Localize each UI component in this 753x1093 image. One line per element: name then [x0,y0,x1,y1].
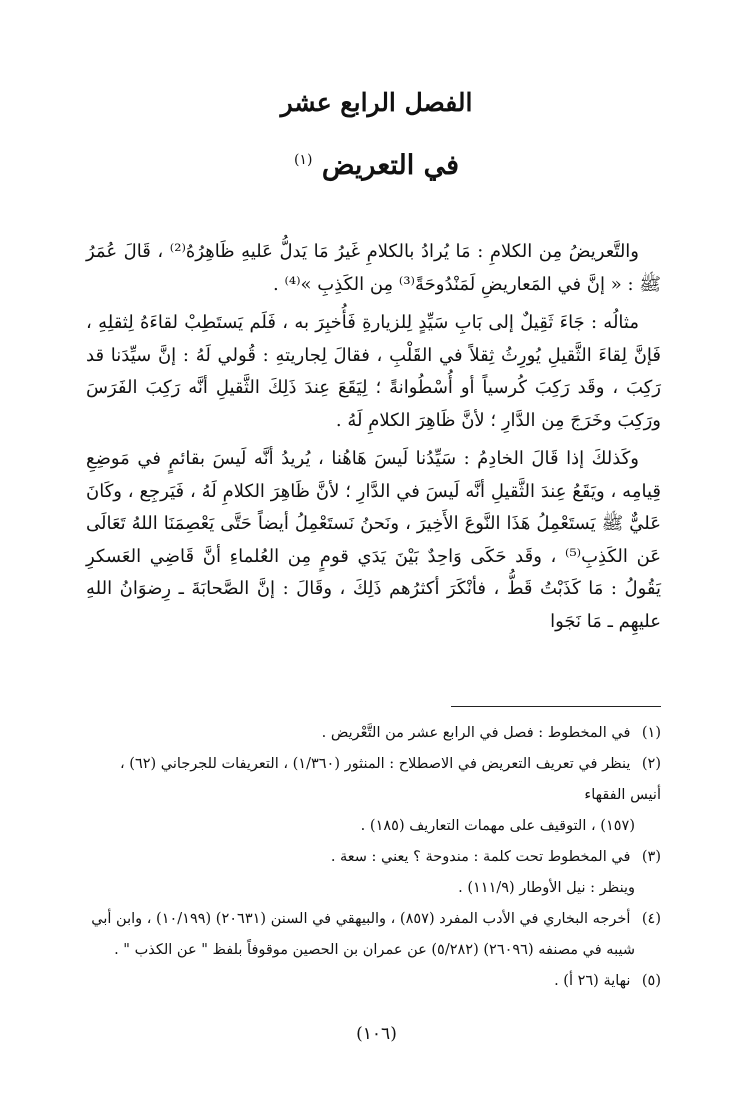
footnote-text: نهاية (٢٦ أ) . [554,973,631,989]
footnote [86,904,661,966]
footnote-continuation: شيبه في مصنفه (٢٦٠٩٦) (٥/٢٨٢) عن عمران بن الحصين موقوفاً بلفظ " عن الكذب " . [114,942,635,958]
main-text [86,236,661,644]
paragraph: مثالُه : جَاءَ ثَقِيلٌ إلى بَابِ سَيِّدٍ لِلزيارةِ فَأُخبِرَ به ، فَلَم يَستَطِبْ لقاءَهُ لِثقلِهِ ، فَإنَّ لِقاءَ الثَّقيلِ يُورِثُ ثِقلاً في القَلْبِ ، فقالَ لِجاريتهِ : قُولي لَهُ : إنَّ سيِّدَنا قد رَكِبَ ، وقَد رَكِبَ كُرسياً أو أُسْطُوانةً ؛ لِيَقَعَ عِندَ ذَلِكَ الثَّقيلِ أنَّه رَكِبَ الفَرَسَ ورَكِبَ وخَرَجَ مِن الدَّارِ ؛ لأنَّ ظَاهِرَ الكلامِ لَهُ . [86,312,661,431]
subtitle-footnote-marker: (١) [293,152,313,168]
footnote-number: (٣) [641,849,661,865]
footnote-text: ينظر في تعريف التعريض في الاصطلاح : المنثور (١/٣٦٠) ، التعريفات للجرجاني (٦٢) ، أنيس الفقهاء [119,756,661,803]
footnote-separator [451,706,661,707]
footnote-text: في المخطوط تحت كلمة : مندوحة ؟ يعني : سعة . [330,849,631,865]
footnote-number: (١) [641,725,661,741]
footnote-text: في المخطوط : فصل في الرابع عشر من التَّعْريض . [321,725,631,741]
chapter-subtitle [0,150,753,181]
page-number: (١٠٦) [356,1024,397,1044]
footnote-text: أخرجه البخاري في الأدب المفرد (٨٥٧) ، والبيهقي في السنن (٢٠٦٣١) (١٠/١٩٩) ، وابن أبي [91,911,631,927]
paragraph: وكَذلكَ إذا قَالَ الخادِمُ : سَيِّدُنا لَيسَ هَاهُنا ، يُريدُ أنَّه لَيسَ بقائمٍ في مَوضِعِ قِيامِه ، ويَقَعُ عِندَ الثَّقيلِ أنَّه لَيسَ في الدَّارِ ؛ لأنَّ ظَاهِرَ الكلامِ لَهُ ، فَيَرجِع ، وكَانَ عَليٌّ ﷺ يَستَعْمِلُ هَذَا النَّوعَ الأَخِيرَ ، ونَحنُ نَستَعْمِلُ أيضاً حَتَّى يَعْصِمَنَا اللهُ تَعَالَى عَن الكَذِبِ⁽⁵⁾ ، وقَد حَكَى وَاحِدٌ بَيْنَ يَدَي قومٍ مِن العُلماءِ أنَّ قَاضِي العَسكرِ يَقُولُ : مَا كَذَبْتُ قَطُّ ، فأنْكَرَ أكثرُهم ذَلِكَ ، وقَالَ : إنَّ الصَّحابَةَ ـ رِضوَانُ اللهِ عليهِم ـ مَا نَجَوا [86,448,662,632]
footnote-continuation: (١٥٧) ، التوقيف على مهمات التعاريف (١٨٥) . [360,818,635,834]
footnote [86,718,661,749]
footnote-number: (٥) [641,973,661,989]
footnote [86,842,661,904]
footnote [86,966,661,997]
footnote [86,749,661,842]
footnotes [86,718,661,997]
footnote-continuation: وينظر : نيل الأوطار (١١١/٩) . [458,880,635,896]
chapter-title: الفصل الرابع عشر [280,88,473,117]
paragraph: والتَّعريضُ مِن الكلامِ : مَا يُرادُ بالكلامِ غَيرُ مَا يَدلُّ عَليهِ ظَاهِرُهُ⁽²⁾ ، قَالَ عُمَرُ ﷺ : « إنَّ في المَعاريضِ لَمَنْدُوحَةً⁽³⁾ مِن الكَذِبِ »⁽⁴⁾ . [86,241,661,295]
footnote-number: (٤) [641,911,661,927]
chapter-subtitle-text: في التعريض [321,150,460,181]
footnote-number: (٢) [641,756,661,772]
